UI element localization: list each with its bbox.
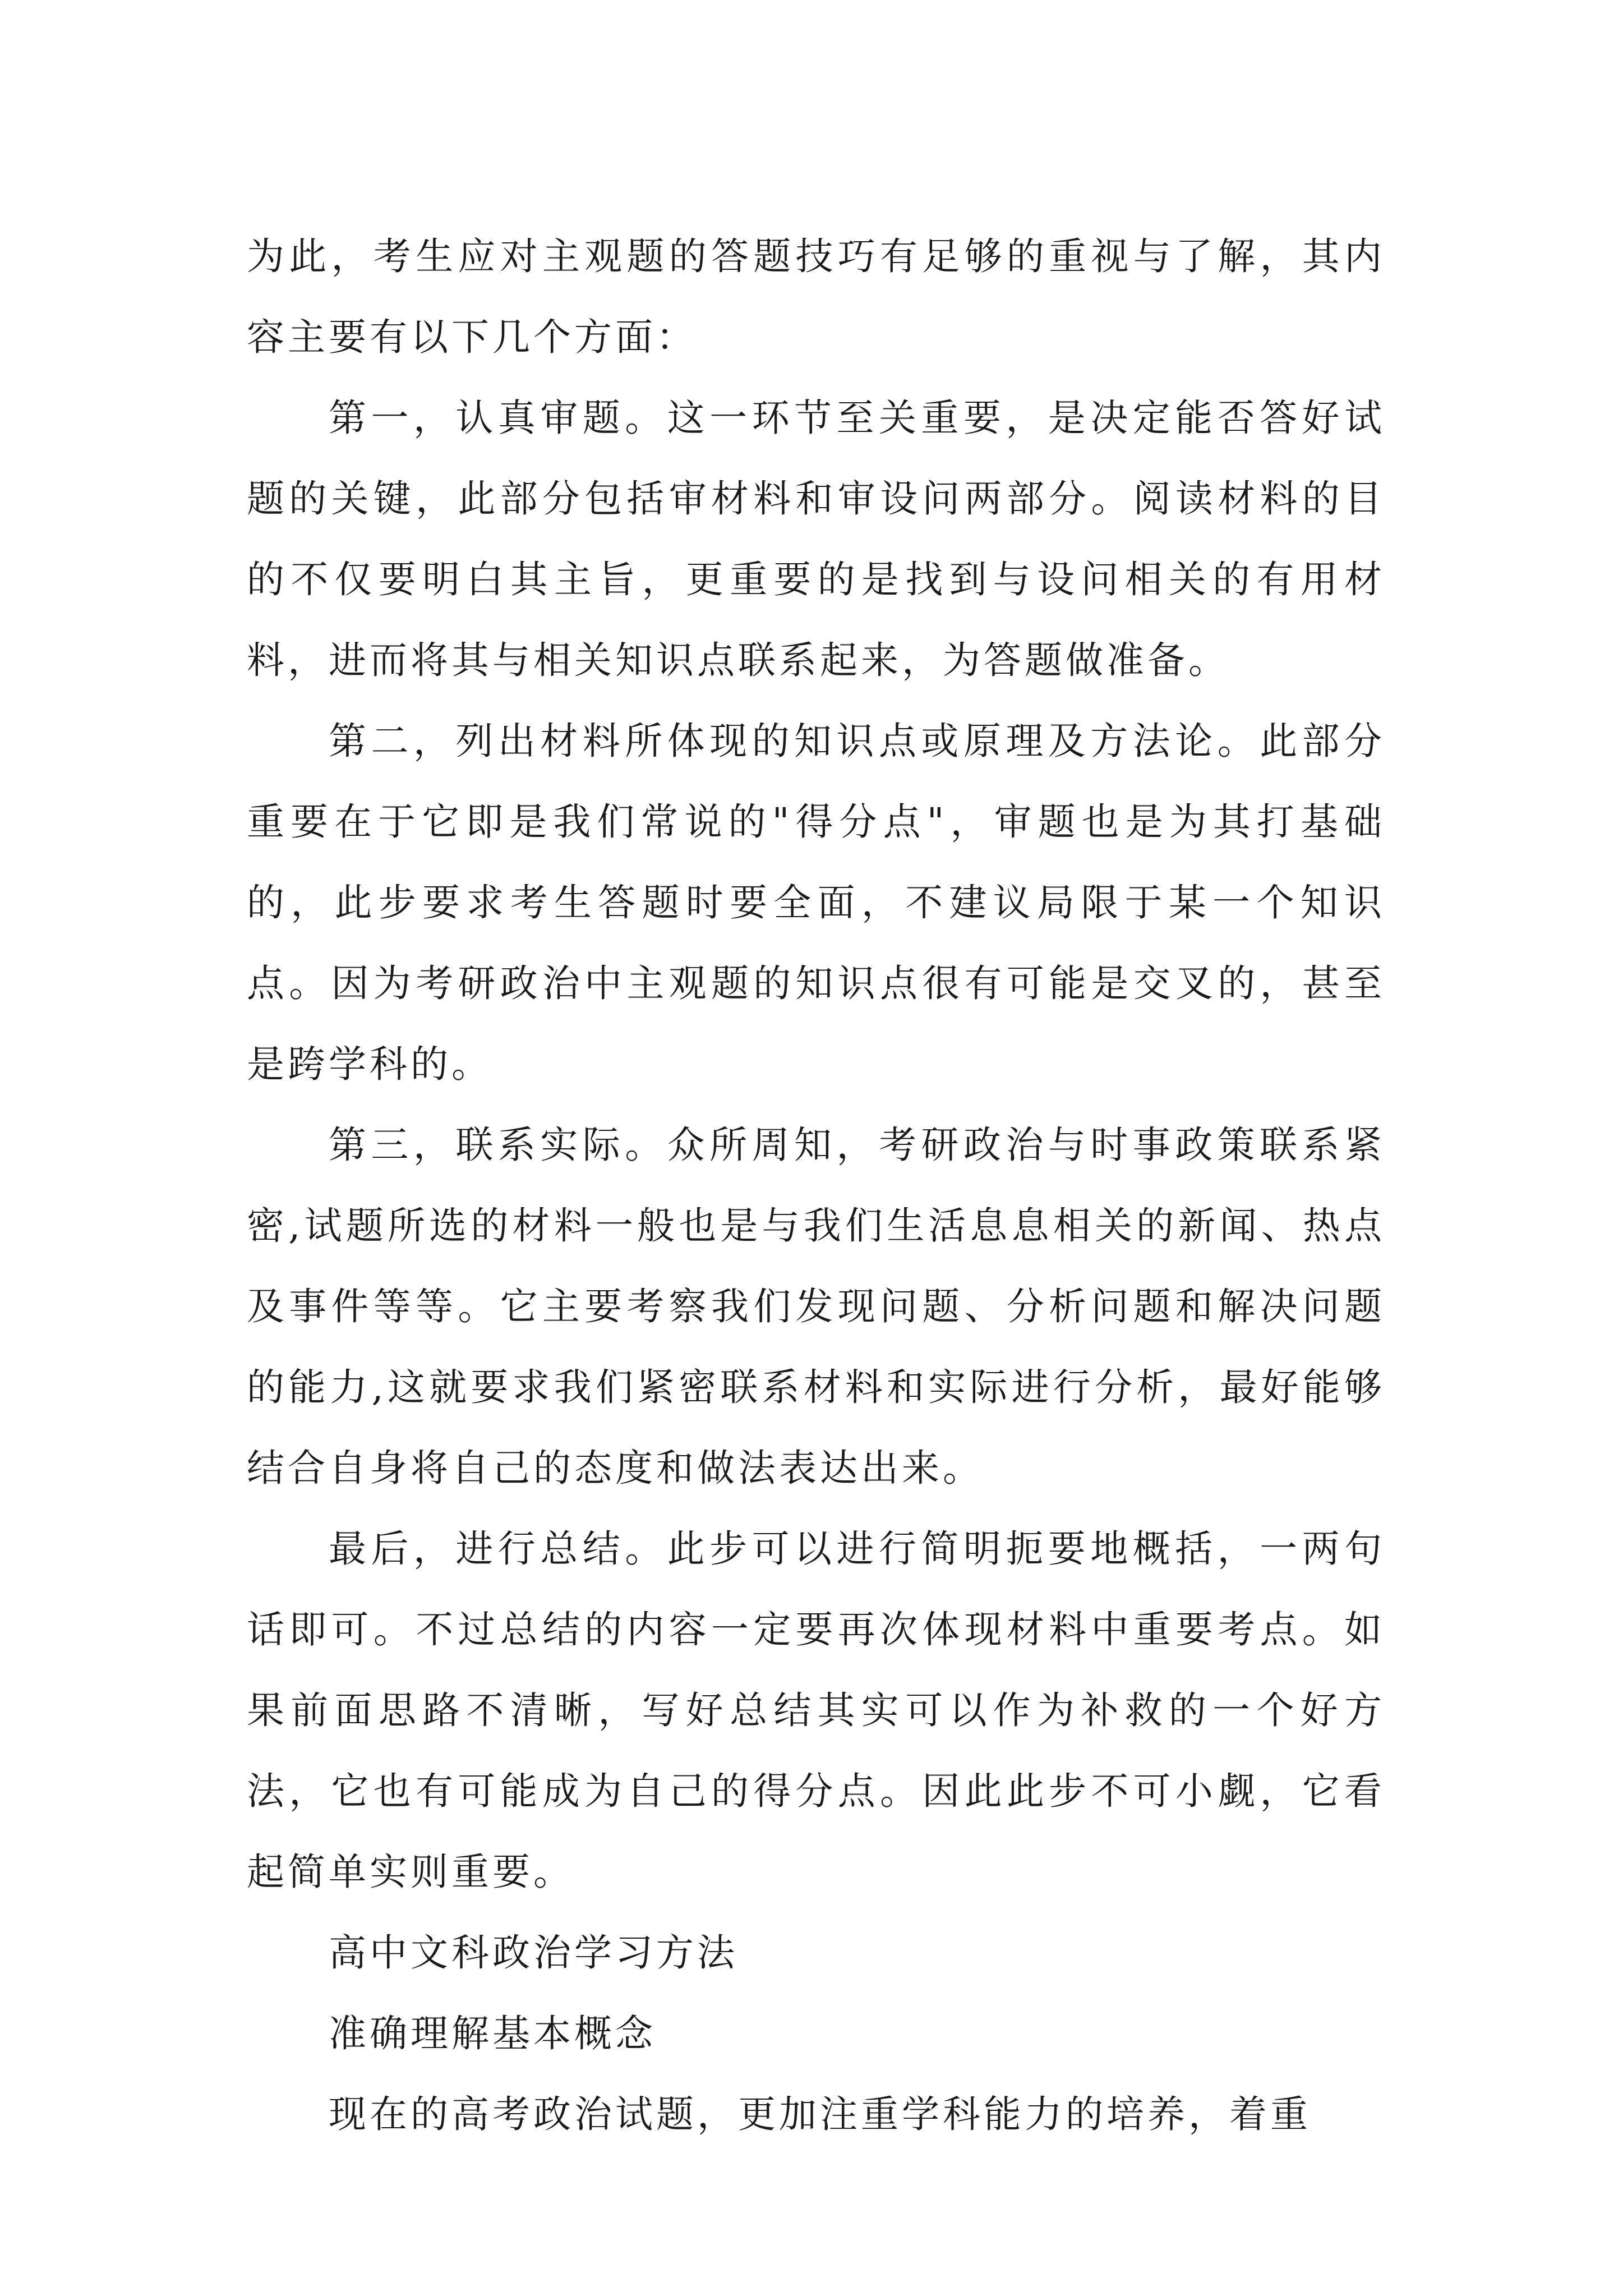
paragraph-final-step: 最后，进行总结。此步可以进行简明扼要地概括，一两句话即可。不过总结的内容一定要再次体现材料中重要考点。如果前面思路不清晰，写好总结其实可以作为补救的一个好方法，它也有可能成为自己的得分点。因此此步不可小觑，它看起简单实则重要。 [247,1527,1385,1894]
paragraph-step-one: 第一，认真审题。这一环节至关重要，是决定能否答好试题的关键，此部分包括审材料和审设问两部分。阅读材料的目的不仅要明白其主旨，更重要的是找到与设问相关的有用材料，进而将其与相关知识点联系起来，为答题做准备。 [247,396,1385,682]
paragraph-intro: 为此，考生应对主观题的答题技巧有足够的重视与了解，其内容主要有以下几个方面： [247,234,1385,359]
document-body [247,216,1385,2155]
subsection-heading: 准确理解基本概念 [329,2012,656,2055]
paragraph-step-three: 第三，联系实际。众所周知，考研政治与时事政策联系紧密,试题所选的材料一般也是与我们生活息息相关的新闻、热点及事件等等。它主要考察我们发现问题、分析问题和解决问题的能力,这就要求我们紧密联系材料和实际进行分析，最好能够结合自身将自己的态度和做法表达出来。 [247,1123,1385,1490]
section-heading: 高中文科政治学习方法 [329,1931,738,1975]
paragraph-step-two: 第二，列出材料所体现的知识点或原理及方法论。此部分重要在于它即是我们常说的"得分点"，审题也是为其打基础的，此步要求考生答题时要全面，不建议局限于某一个知识点。因为考研政治中主观题的知识点很有可能是交叉的，甚至是跨学科的。 [247,719,1385,1086]
paragraph-body: 现在的高考政治试题，更加注重学科能力的培养，着重 [329,2092,1311,2136]
